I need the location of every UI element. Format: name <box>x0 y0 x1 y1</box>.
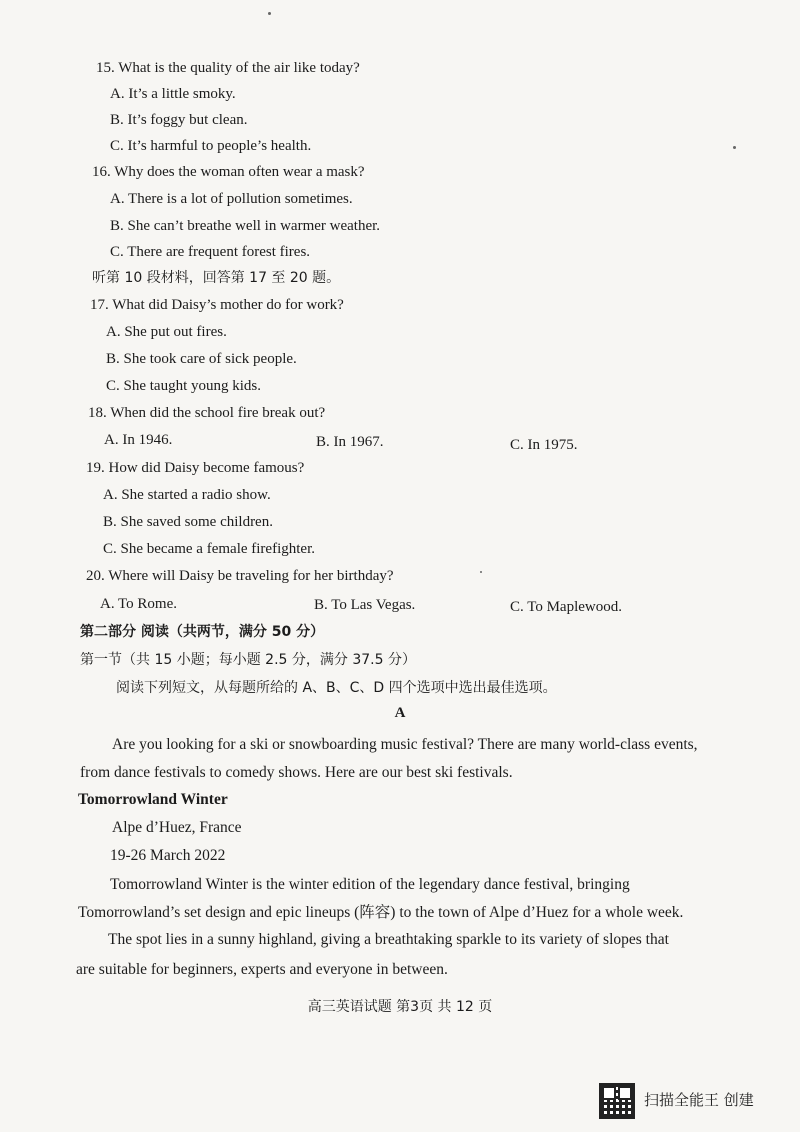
festival-location: Alpe d’Huez, France <box>112 819 242 836</box>
scan-speck <box>733 146 736 149</box>
scanner-watermark: 扫描全能王 创建 <box>644 1091 754 1109</box>
question-15: 15. What is the quality of the air like today? <box>96 60 360 76</box>
intro-line-1: Are you looking for a ski or snowboarding music festival? There are many world-class events, <box>112 736 698 753</box>
q15-option-a: A. It’s a little smoky. <box>110 86 236 102</box>
q19-option-b: B. She saved some children. <box>103 514 273 530</box>
part-two-title: 第二部分 阅读（共两节，满分 50 分） <box>80 624 325 640</box>
instruction-material-10: 听第 10 段材料，回答第 17 至 20 题。 <box>92 270 341 286</box>
q16-option-c: C. There are frequent forest fires. <box>110 244 311 260</box>
q19-option-c: C. She became a female firefighter. <box>103 541 315 557</box>
paragraph-1-line-1: Tomorrowland Winter is the winter edition of the legendary dance festival, bringing <box>110 876 630 893</box>
q18-option-b: B. In 1967. <box>316 434 384 450</box>
q17-option-b: B. She took care of sick people. <box>106 351 297 367</box>
question-16: 16. Why does the woman often wear a mask? <box>92 164 365 180</box>
q20-option-c: C. To Maplewood. <box>510 599 623 615</box>
paragraph-1-line-2: Tomorrowland’s set design and epic lineups (阵容) to the town of Alpe d’Huez for a whole week. <box>78 904 684 921</box>
scan-speck <box>268 12 271 15</box>
q20-option-b: B. To Las Vegas. <box>314 597 416 613</box>
scan-speck <box>480 571 482 573</box>
q19-option-a: A. She started a radio show. <box>103 487 271 503</box>
intro-line-2: from dance festivals to comedy shows. Here are our best ski festivals. <box>80 764 513 781</box>
q17-option-a: A. She put out fires. <box>106 324 227 340</box>
festival-dates: 19-26 March 2022 <box>110 847 226 864</box>
question-19: 19. How did Daisy become famous? <box>86 460 305 476</box>
q15-option-b: B. It’s foggy but clean. <box>110 112 248 128</box>
section-one-title: 第一节（共 15 小题；每小题 2.5 分，满分 37.5 分） <box>80 652 416 668</box>
paragraph-2-line-2: are suitable for beginners, experts and everyone in between. <box>76 961 448 978</box>
q15-option-c: C. It’s harmful to people’s health. <box>110 138 312 154</box>
question-20: 20. Where will Daisy be traveling for her birthday? <box>86 568 394 584</box>
paragraph-2-line-1: The spot lies in a sunny highland, giving a breathtaking sparkle to its variety of slopes that <box>108 931 669 948</box>
q18-option-a: A. In 1946. <box>104 432 173 448</box>
q17-option-c: C. She taught young kids. <box>106 378 262 394</box>
page-footer: 高三英语试题 第3页 共 12 页 <box>307 999 493 1015</box>
question-17: 17. What did Daisy’s mother do for work? <box>90 297 344 313</box>
q16-option-a: A. There is a lot of pollution sometimes. <box>110 191 353 207</box>
reading-instruction: 阅读下列短文，从每题所给的 A、B、C、D 四个选项中选出最佳选项。 <box>116 680 557 696</box>
qr-code-icon <box>599 1083 635 1119</box>
q16-option-b: B. She can’t breathe well in warmer weather. <box>110 218 381 234</box>
q18-option-c: C. In 1975. <box>510 437 578 453</box>
q20-option-a: A. To Rome. <box>100 596 178 612</box>
festival-name: Tomorrowland Winter <box>78 791 228 808</box>
passage-label: A <box>394 705 406 721</box>
question-18: 18. When did the school fire break out? <box>88 405 326 421</box>
